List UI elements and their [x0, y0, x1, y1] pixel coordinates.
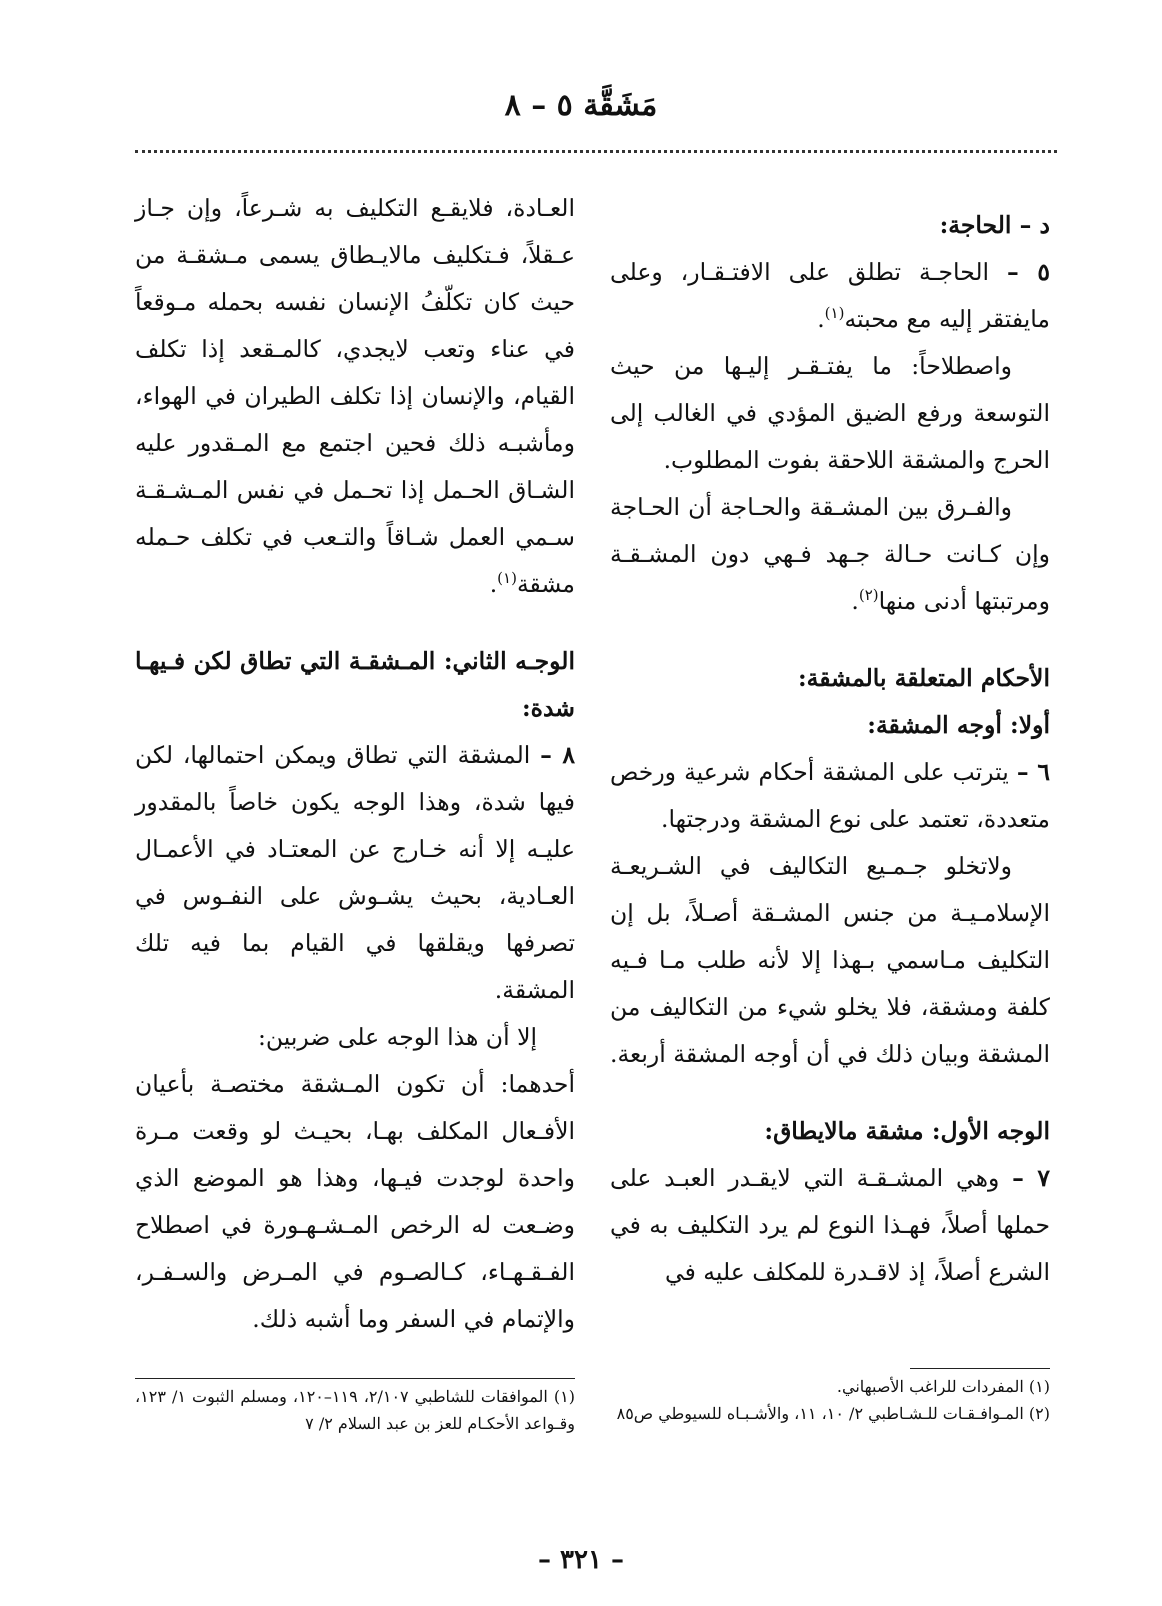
subsection-heading-awwalan: أولا: أوجه المشقة: [867, 711, 1050, 739]
section-heading-d: د – الحاجة: [939, 211, 1050, 239]
paragraph-continuation [135, 185, 575, 608]
footnote-ref: (١) [824, 304, 845, 323]
running-header: مَشَقَّة ٥ – ٨ [504, 88, 658, 123]
paragraph-istilah: واصطلاحاً: ما يفتـقـر إليـها من حيث التوسعة ورفع الضيق المؤدي في الغالب إلى الحرج والمشقة اللاحقة بفوت المطلوب. [610, 352, 1050, 474]
section-heading-wajh-2: الوجـه الثاني: المـشقـة التي تطاق لكن فـيهـا شدة: [135, 647, 575, 722]
footnote-1: (١) المفردات للراغب الأصبهاني. [836, 1377, 1050, 1396]
paragraph-number: ٦ – [1016, 758, 1050, 786]
section-heading-ahkam: الأحكام المتعلقة بالمشقة: [797, 664, 1050, 692]
paragraph-8 [135, 732, 575, 1014]
paragraph-text: العـادة، فلايقـع التكليف به شـرعاً، وإن جـاز عـقلاً، فـتكليف مالايـطاق يسمى مـشقـة من حيث كان تكلّفُ الإنسان نفسه بحمله مـوقعاً في عناء وتعب لايجدي، كالمـقعد إذا تكلف القيام، والإنسان إذا تكلف الطيران في الهواء، ومأشبـه ذلك فحين اجتمع مع المـقدور عليه الشـاق الحـمل إذا تحـمل في نفس المـشـقـة سـمي العمل شـاقاً والتـعب في تكلف حـمله مشقة [135, 194, 575, 598]
paragraph-text: الحاجـة تطلق على الافتـقـار، وعلى مايفتقر إليه مع محبته [610, 258, 1050, 333]
paragraph-number: ٨ – [540, 741, 575, 769]
paragraph-end: . [489, 570, 498, 598]
paragraph-farq [610, 484, 1050, 625]
footnote-1: (١) الموافقات للشاطبي ٢/١٠٧، ١١٩–١٢٠، ومسلم الثبوت ١/ ١٢٣، وقـواعد الأحكـام للعز بن عبد السلام ٢/ ٧ [135, 1387, 576, 1433]
paragraph-ahaduhuma: أحدهما: أن تكون المـشقة مختصـة بأعيان الأفـعال المكلف بهـا، بحيـث لو وقعت مـرة واحدة لوجدت فيـها، وهذا هو الموضع الذي وضـعت له الرخص المـشـهـورة في اصطلاح الفـقـهـاء، كـالصـوم في المـرض والسـفـر، والإتمام في السفر وما أشبه ذلك. [135, 1070, 575, 1333]
paragraph-text: يترتب على المشقة أحكام شرعية ورخص متعددة، تعتمد على نوع المشقة ودرجتها. [610, 758, 1050, 833]
footnote-divider [135, 1378, 575, 1379]
paragraph-text: المشقة التي تطاق ويمكن احتمالها، لكن فيها شدة، وهذا الوجه يكون خاصاً بالمقدور عليـه إلا أنه خـارج عن المعتـاد في الأعمـال العـادية، بحيث يشـوش على النفـوس في تصرفها ويقلقها في القيام بما فيه تلك المشقة. [135, 741, 575, 1004]
paragraph-text: والفـرق بين المشـقة والحـاجة أن الحـاجة وإن كـانت حـالة جـهد فـهي دون المشـقـة ومرتبتها أدنى منها [610, 493, 1050, 615]
section-heading-wajh-1: الوجه الأول: مشقة مالايطاق: [764, 1117, 1050, 1145]
paragraph-text: وهي المشـقـة التي لايقـدر العبـد على حملها أصلاً، فهـذا النوع لم يرد التكليف به في الشرع أصلاً، إذ لاقـدرة للمكلف عليه في [610, 1164, 1050, 1286]
left-column [135, 185, 575, 1343]
footnote-ref: (٢) [858, 586, 879, 605]
paragraph-illa: إلا أن هذا الوجه على ضربين: [257, 1023, 537, 1051]
paragraph-6 [610, 749, 1050, 843]
paragraph-7 [610, 1155, 1050, 1296]
right-column [610, 180, 1050, 1296]
paragraph-la-takhlu: ولاتخلو جـمـيع التكاليف في الشـريعـة الإسلامـيـة من جنس المشـقة أصـلاً، بل إن التكليف مـاسمي بـهذا إلا لأنه طلب مـا فـيه كلفة ومشقة، فلا يخلو شيء من التكاليف من المشقة وبيان ذلك في أن أوجه المشقة أربعة. [609, 852, 1050, 1068]
paragraph-5 [610, 249, 1050, 343]
page-number: – ٣٢١ – [537, 1545, 625, 1575]
footnotes-right [610, 1368, 1050, 1427]
paragraph-end: . [851, 587, 859, 615]
footnote-2: (٢) المـوافـقـات للـشـاطبي ٢/ ١٠، ١١، والأشـبـاه للسيوطي ص٨٥ [616, 1404, 1050, 1423]
paragraph-end: . [817, 305, 825, 333]
paragraph-number: ٧ – [1012, 1164, 1050, 1192]
footnote-divider [910, 1368, 1050, 1369]
footnotes-left [135, 1378, 575, 1437]
paragraph-number: ٥ – [1006, 258, 1050, 286]
header-divider [135, 150, 1057, 153]
footnote-ref: (١) [497, 569, 517, 588]
